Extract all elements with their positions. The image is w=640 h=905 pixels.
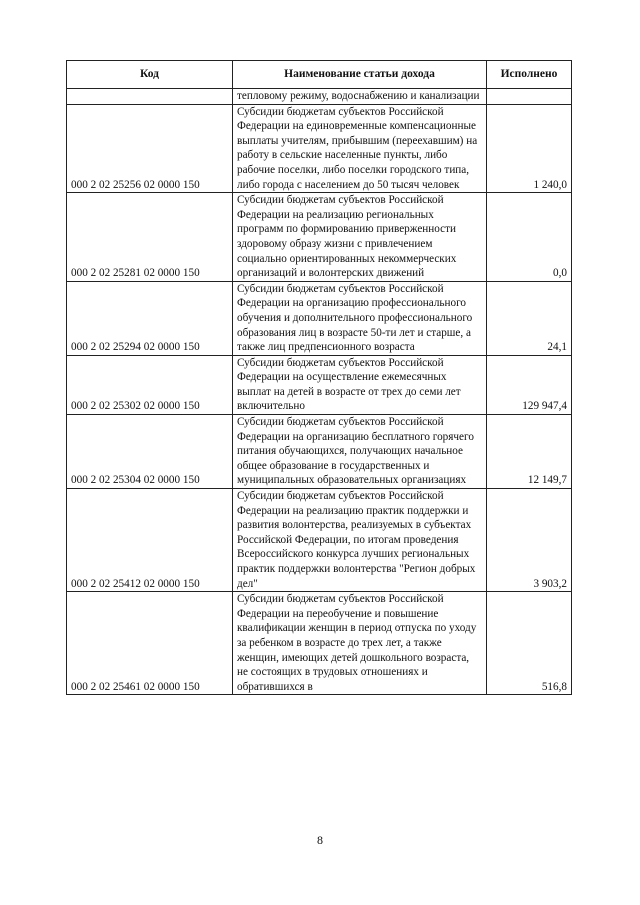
row-code: 000 2 02 25304 02 0000 150 <box>67 415 233 489</box>
table-row <box>67 281 572 355</box>
table-row <box>67 104 572 193</box>
row-name: Субсидии бюджетам субъектов Российской Федерации на единовременные компенсационные выплаты учителям, прибывшим (переехавшим) на работу в сельские населенные пункты, либо рабочие поселки, либо поселки городского типа, либо города с населением до 50 тысяч человек <box>233 104 487 193</box>
row-amount: 0,0 <box>487 193 572 282</box>
row-name: Субсидии бюджетам субъектов Российской Федерации на организацию профессионального обучения и дополнительного профессионального образования лиц в возрасте 50-ти лет и старше, а также лиц предпенсионного возраста <box>233 281 487 355</box>
page-number: 8 <box>317 833 323 847</box>
row-code <box>67 89 233 105</box>
table-row <box>67 415 572 489</box>
row-amount: 516,8 <box>487 592 572 695</box>
table-header <box>67 61 572 89</box>
row-amount: 12 149,7 <box>487 415 572 489</box>
table-body <box>67 89 572 695</box>
header-code: Код <box>67 61 233 89</box>
row-code: 000 2 02 25294 02 0000 150 <box>67 281 233 355</box>
row-code: 000 2 02 25281 02 0000 150 <box>67 193 233 282</box>
header-amount: Исполнено <box>487 61 572 89</box>
row-amount <box>487 89 572 105</box>
row-amount: 3 903,2 <box>487 489 572 592</box>
table-row <box>67 489 572 592</box>
row-name: Субсидии бюджетам субъектов Российской Федерации на переобучение и повышение квалификации женщин в период отпуска по уходу за ребенком в возрасте до трех лет, а также женщин, имеющих детей дошкольного возраста, не состоящих в трудовых отношениях и обратившихся в <box>233 592 487 695</box>
row-name: Субсидии бюджетам субъектов Российской Федерации на организацию бесплатного горячего питания обучающихся, получающих начальное общее образование в государственных и муниципальных образовательных организациях <box>233 415 487 489</box>
table-row <box>67 592 572 695</box>
row-amount: 129 947,4 <box>487 355 572 414</box>
header-row <box>67 61 572 89</box>
row-code: 000 2 02 25461 02 0000 150 <box>67 592 233 695</box>
row-code: 000 2 02 25302 02 0000 150 <box>67 355 233 414</box>
table-row <box>67 355 572 414</box>
table-row <box>67 89 572 105</box>
row-code: 000 2 02 25256 02 0000 150 <box>67 104 233 193</box>
row-name: тепловому режиму, водоснабжению и канализации <box>233 89 487 105</box>
row-amount: 1 240,0 <box>487 104 572 193</box>
row-name: Субсидии бюджетам субъектов Российской Федерации на реализацию практик поддержки и развития волонтерства, реализуемых в субъектах Российской Федерации, по итогам проведения Всероссийского конкурса лучших региональных практик поддержки волонтерства "Регион добрых дел" <box>233 489 487 592</box>
row-code: 000 2 02 25412 02 0000 150 <box>67 489 233 592</box>
table-row <box>67 193 572 282</box>
row-amount: 24,1 <box>487 281 572 355</box>
header-name: Наименование статьи дохода <box>233 61 487 89</box>
row-name: Субсидии бюджетам субъектов Российской Федерации на осуществление ежемесячных выплат на детей в возрасте от трех до семи лет включительно <box>233 355 487 414</box>
revenue-table <box>66 60 572 695</box>
row-name: Субсидии бюджетам субъектов Российской Федерации на реализацию региональных программ по формированию приверженности здоровому образу жизни с привлечением социально ориентированных некоммерческих организаций и волонтерских движений <box>233 193 487 282</box>
